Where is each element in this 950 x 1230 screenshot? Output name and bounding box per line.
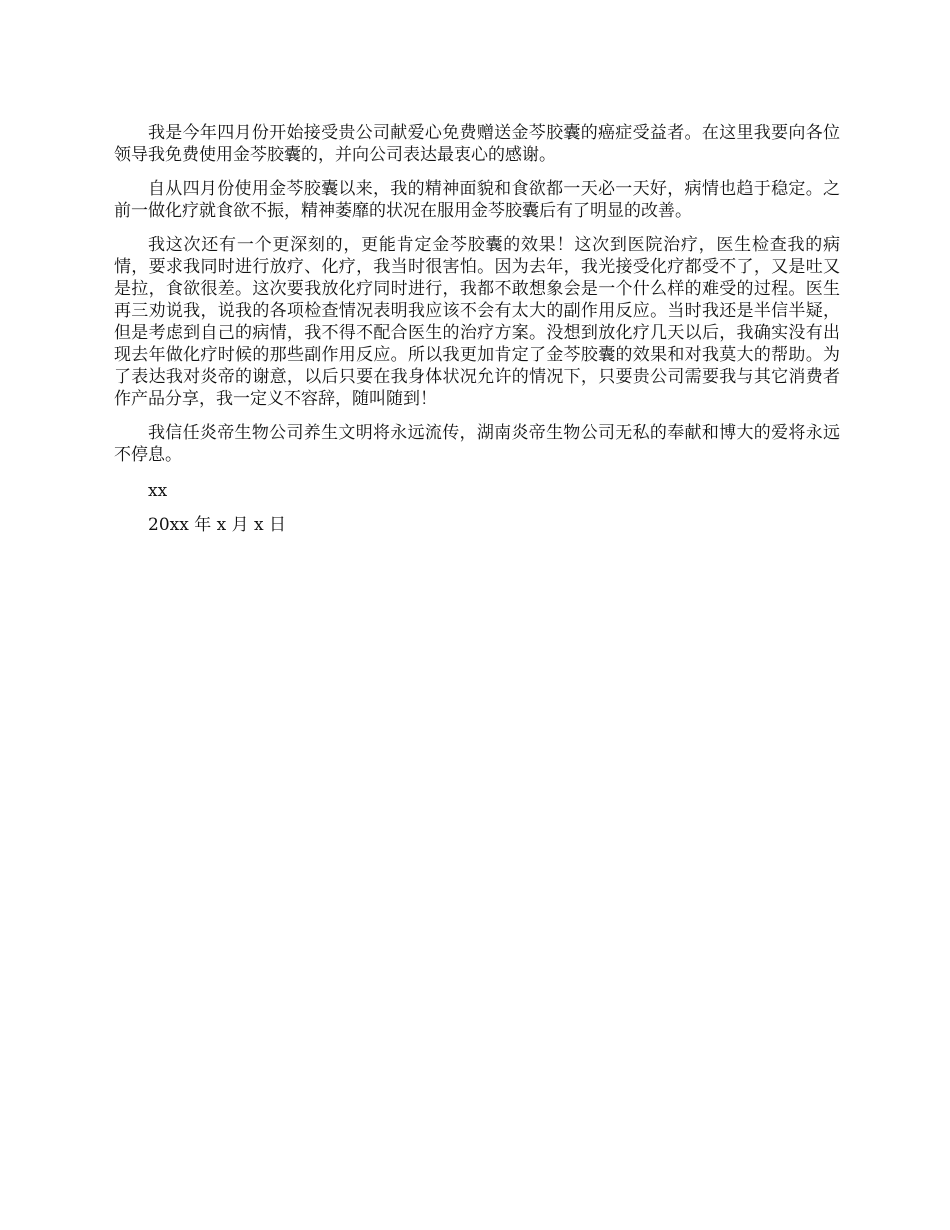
letter-date: 20xx 年 x 月 x 日	[148, 515, 287, 535]
letter-body	[114, 122, 840, 536]
paragraph-3: 我这次还有一个更深刻的，更能肯定金芩胶囊的效果！这次到医院治疗，医生检查我的病情，要求我同时进行放疗、化疗，我当时很害怕。因为去年，我光接受化疗都受不了，又是吐又是拉，食欲很差。这次要我放化疗同时进行，我都不敢想象会是一个什么样的难受的过程。医生再三劝说我，说我的各项检查情况表明我应该不会有太大的副作用反应。当时我还是半信半疑，但是考虑到自己的病情，我不得不配合医生的治疗方案。没想到放化疗几天以后，我确实没有出现去年做化疗时候的那些副作用反应。所以我更加肯定了金芩胶囊的效果和对我莫大的帮助。为了表达我对炎帝的谢意，以后只要在我身体状况允许的情况下，只要贵公司需要我与其它消费者作产品分享，我一定义不容辞，随叫随到！	[114, 235, 840, 409]
paragraph-1: 我是今年四月份开始接受贵公司献爱心免费赠送金芩胶囊的癌症受益者。在这里我要向各位领导我免费使用金芩胶囊的，并向公司表达最衷心的感谢。	[114, 123, 840, 165]
signature: xx	[148, 481, 168, 501]
paragraph-2: 自从四月份使用金芩胶囊以来，我的精神面貌和食欲都一天必一天好，病情也趋于稳定。之前一做化疗就食欲不振，精神萎靡的状况在服用金芩胶囊后有了明显的改善。	[114, 179, 840, 221]
paragraph-4: 我信任炎帝生物公司养生文明将永远流传，湖南炎帝生物公司无私的奉献和博大的爱将永远不停息。	[114, 423, 840, 465]
